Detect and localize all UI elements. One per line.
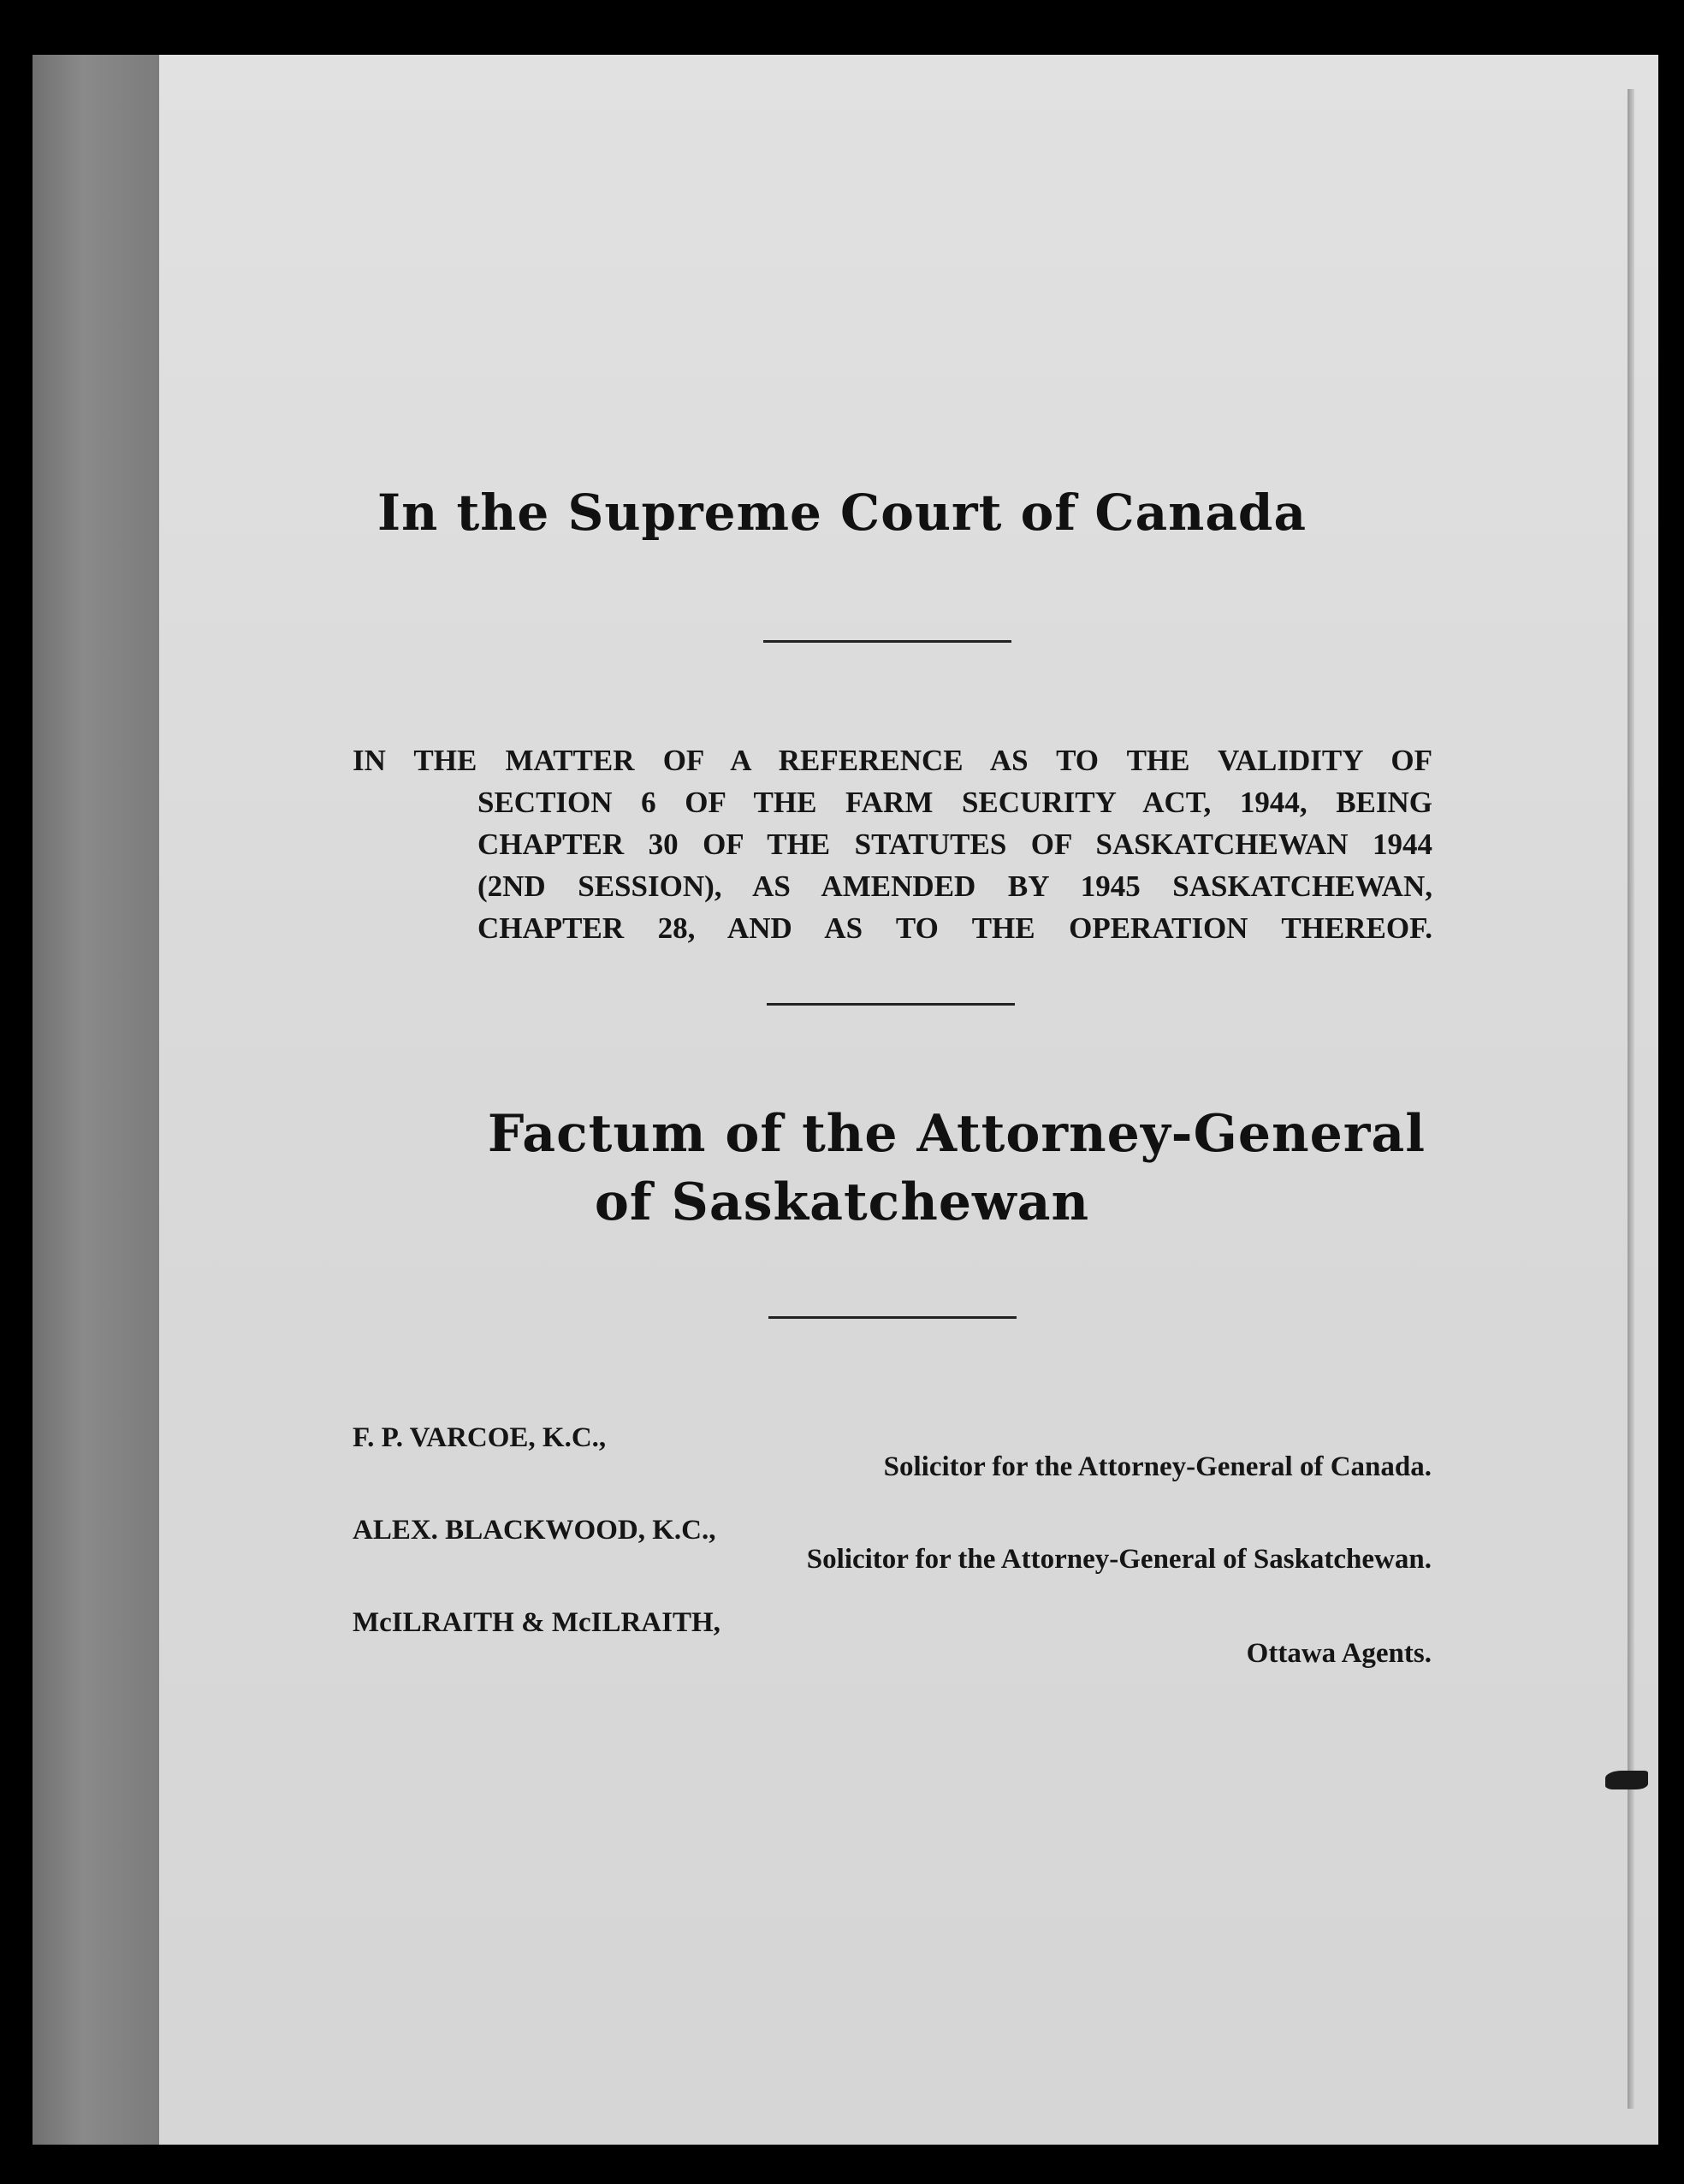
divider-rule-2 [767,1003,1015,1006]
ink-smudge [1605,1771,1648,1789]
counsel-role-2: Solicitor for the Attorney-General of Saskatchewan. [806,1544,1432,1575]
paper-sheet [159,55,1658,2145]
matter-line-1: IN THE MATTER OF A REFERENCE AS TO THE VALIDITY OF [353,744,1432,777]
factum-title-line-2: of Saskatchewan [594,1172,1090,1232]
factum-title-line-1: Factum of the Attorney-General [487,1104,1426,1164]
matter-line-4: (2ND SESSION), AS AMENDED BY 1945 SASKATCHEWAN, [477,869,1432,903]
counsel-role-1: Solicitor for the Attorney-General of Canada. [883,1451,1432,1482]
matter-line-2: SECTION 6 OF THE FARM SECURITY ACT, 1944, BEING [477,786,1432,819]
matter-line-5: CHAPTER 28, AND AS TO THE OPERATION THEREOF. [477,911,1432,945]
counsel-name-2: ALEX. BLACKWOOD, K.C., [353,1515,716,1546]
document-page [33,55,1658,2145]
divider-rule-1 [763,640,1011,643]
matter-line-3: CHAPTER 30 OF THE STATUTES OF SASKATCHEWAN 1944 [477,828,1432,861]
counsel-name-1: F. P. VARCOE, K.C., [353,1422,607,1453]
page-edge [1628,89,1634,2109]
divider-rule-3 [768,1316,1017,1319]
counsel-name-3: McILRAITH & McILRAITH, [353,1607,720,1638]
counsel-role-3: Ottawa Agents. [1246,1638,1432,1669]
court-title: In the Supreme Court of Canada [377,484,1307,542]
matter-paragraph [353,739,1432,949]
binding-spine [33,55,159,2145]
